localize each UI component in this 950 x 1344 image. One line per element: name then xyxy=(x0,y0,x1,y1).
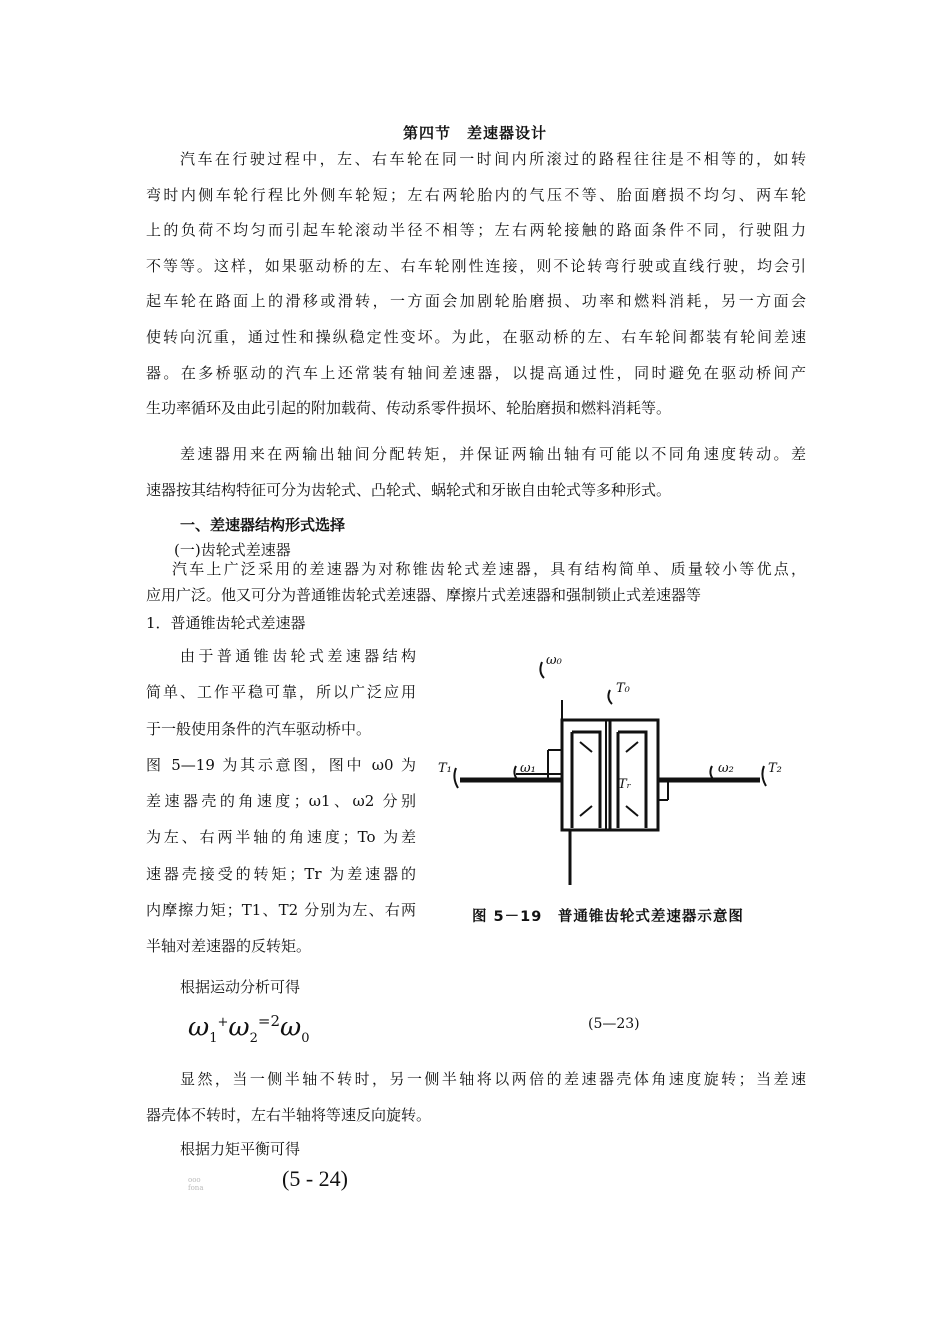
text-line: 速器壳接受的转矩；Tr 为差速器的 xyxy=(146,864,416,883)
text-line: 为左、右两半轴的角速度；To 为差 xyxy=(146,828,416,847)
text-line: 于一般使用条件的汽车驱动桥中。 xyxy=(146,719,372,738)
result-paragraph xyxy=(146,1062,806,1133)
text-line: 半轴对差速器的反转矩。 xyxy=(146,937,312,956)
figure-caption: 图 5－19 普通锥齿轮式差速器示意图 xyxy=(472,909,744,925)
item-heading: 1．普通锥齿轮式差速器 xyxy=(146,614,306,632)
intro-paragraph xyxy=(146,142,806,427)
text-line: 速器按其结构特征可分为齿轮式、凸轮式、蜗轮式和牙嵌自由轮式等多种形式。 xyxy=(146,480,672,499)
text-line: 使转向沉重，通过性和操纵稳定性变坏。为此，在驱动桥的左、右车轮间都装有轮间差速 xyxy=(146,327,806,346)
label-omega1: ω₁ xyxy=(520,761,536,776)
text-line: 器壳体不转时，左右半轴将等速反向旋转。 xyxy=(146,1105,432,1124)
label-T1: T₁ xyxy=(438,761,452,776)
label-T0: T₀ xyxy=(616,681,630,696)
text-line: 内摩擦力矩；T1、T2 分别为左、右两 xyxy=(146,901,416,920)
torque-line: 根据力矩平衡可得 xyxy=(180,1140,301,1158)
label-omega2: ω₂ xyxy=(718,761,734,776)
text-line: 简单、工作平稳可靠，所以广泛应用 xyxy=(146,683,416,702)
formula-placeholder: ooo fona xyxy=(188,1176,204,1192)
text-line: 弯时内侧车轮行程比外侧车轮短；左右两轮胎内的气压不等、胎面磨损不均匀、两车轮 xyxy=(146,185,806,204)
text-line: 器。在多桥驱动的汽车上还常装有轴间差速器，以提高通过性，同时避免在驱动桥间产 xyxy=(146,363,806,382)
page-title: 第四节 差速器设计 xyxy=(402,124,547,142)
section-heading: 一、差速器结构形式选择 xyxy=(180,516,346,534)
text-line: 汽车上广泛采用的差速器为对称锥齿轮式差速器，具有结构简单、质量较小等优点， xyxy=(172,560,806,578)
figure-description xyxy=(146,638,416,965)
text-line: 应用广泛。他又可分为普通锥齿轮式差速器、摩擦片式差速器和强制锁止式差速器等 xyxy=(146,586,702,604)
second-paragraph xyxy=(146,437,806,508)
equation-number-5-23: (5—23) xyxy=(588,1016,640,1032)
text-line: 起车轮在路面上的滑移或滑转，一方面会加剧轮胎磨损、功率和燃料消耗，另一方面会 xyxy=(146,292,806,311)
formula-5-23: $\omega_1^+\omega_2^{=2}\omega_0$ xyxy=(188,1012,310,1046)
text-line: 生功率循环及由此引起的附加载荷、传动系零件损坏、轮胎磨损和燃料消耗等。 xyxy=(146,399,672,418)
label-omega0: ω₀ xyxy=(546,653,562,668)
subsection-heading: (一)齿轮式差速器 xyxy=(174,541,291,559)
label-Tr: Tᵣ xyxy=(618,777,632,792)
omega1-symbol: ω xyxy=(188,1012,210,1043)
text-line: 显然，当一侧半轴不转时，另一侧半轴将以两倍的差速器壳体角速度旋转；当差速 xyxy=(180,1070,806,1088)
label-T2: T₂ xyxy=(768,761,782,776)
kinematics-line: 根据运动分析可得 xyxy=(180,978,301,996)
text-line: 不等等。这样，如果驱动桥的左、右车轮刚性连接，则不论转弯行驶或直线行驶，均会引 xyxy=(146,256,806,275)
text-line: 上的负荷不均匀而引起车轮滚动半径不相等；左右两轮接触的路面条件不同，行驶阻力 xyxy=(146,221,806,240)
differential-schematic xyxy=(430,640,800,900)
text-line: 图 5—19 为其示意图，图中 ω0 为 xyxy=(146,755,416,774)
gear-paragraph xyxy=(146,556,806,608)
omega0-symbol: ω xyxy=(280,1012,302,1043)
text-line: 由于普通锥齿轮式差速器结构 xyxy=(180,647,416,665)
text-line: 汽车在行驶过程中，左、右车轮在同一时间内所滚过的路程往往是不相等的，如转 xyxy=(180,150,806,168)
text-line: 差速器用来在两输出轴间分配转矩，并保证两输出轴有可能以不同角速度转动。差 xyxy=(180,445,806,463)
text-line: 差速器壳的角速度；ω1、ω2 分别 xyxy=(146,792,416,811)
equation-number-5-24: (5 - 24) xyxy=(282,1166,348,1191)
omega2-symbol: ω xyxy=(228,1012,250,1043)
